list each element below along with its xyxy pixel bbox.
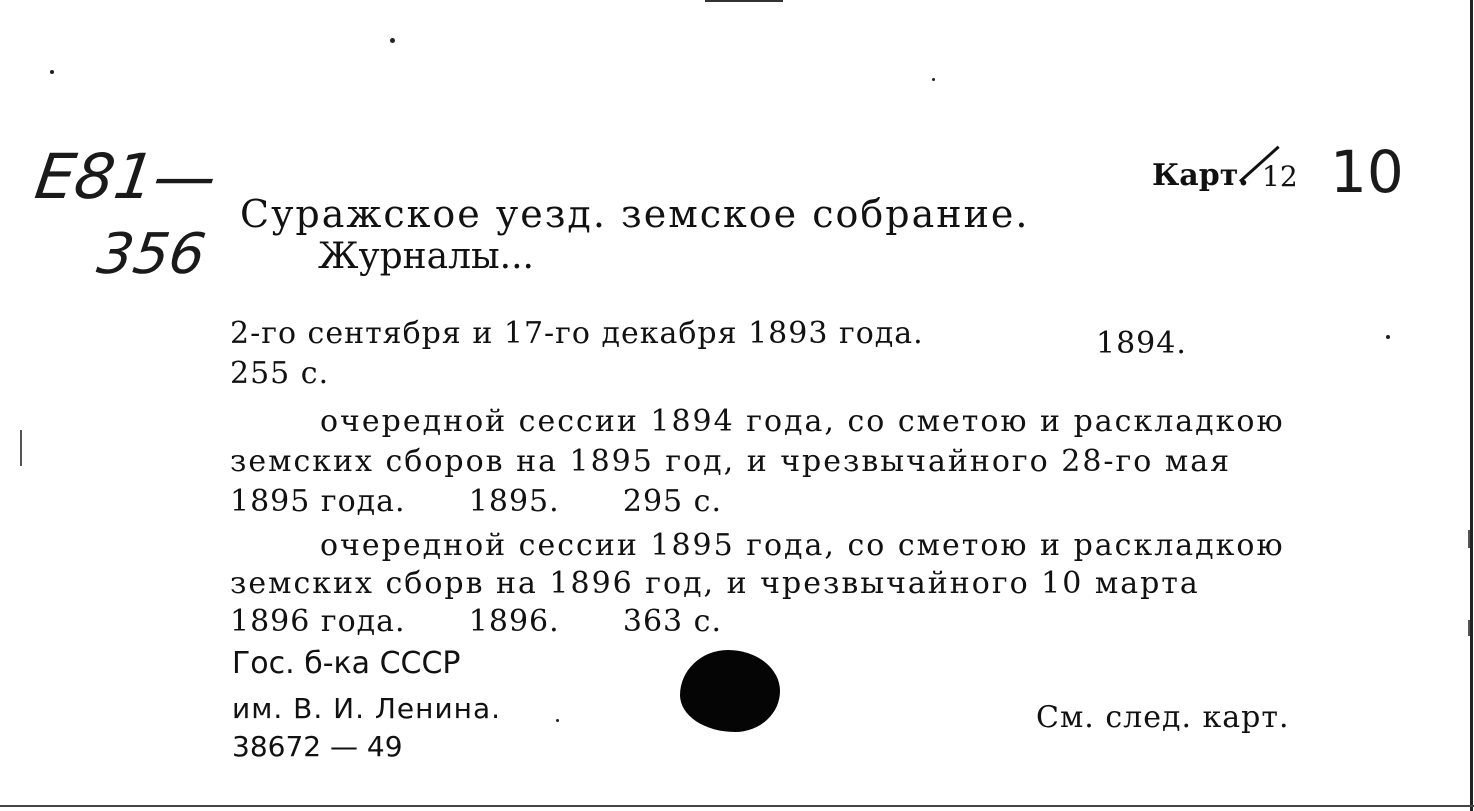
entry-3-line-2: земских сборв на 1896 год, и чрезвычайного 10 марта <box>230 566 1200 601</box>
top-edge-mark <box>705 0 783 2</box>
card-number-crossed: 12 <box>1262 160 1298 193</box>
ink-speck <box>50 70 54 74</box>
library-line-1: Гос. б-ка СССР <box>232 646 461 681</box>
shelfmark-line2: 356 <box>93 222 210 287</box>
bottom-border-line <box>0 805 1474 807</box>
ink-speck <box>390 38 395 43</box>
edge-tick <box>1468 620 1470 636</box>
edge-tick <box>1468 530 1470 548</box>
card-number-label: Карт. <box>1152 158 1249 193</box>
entry-1-year: 1894. <box>1096 326 1187 361</box>
see-next-card: См. след. карт. <box>1036 700 1290 735</box>
library-line-3: 38672 — 49 <box>232 730 403 763</box>
entry-3-line-3: 1896 года. 1896. 363 с. <box>230 604 723 639</box>
entry-3-line-1: очередной сессии 1895 года, со сметою и раскладкою <box>320 528 1285 563</box>
card-number-handwritten: 10 <box>1330 138 1404 206</box>
ink-speck <box>556 719 559 722</box>
shelfmark-line1: E81— <box>30 140 222 213</box>
card-title: Суражское уезд. земское собрание. <box>240 192 1030 236</box>
entry-1-line-2: 255 с. <box>230 356 330 391</box>
entry-2-line-1: очередной сессии 1894 года, со сметою и раскладкою <box>320 404 1285 439</box>
ink-speck <box>1386 335 1390 339</box>
ink-speck <box>932 78 935 81</box>
entry-2-line-3: 1895 года. 1895. 295 с. <box>230 484 723 519</box>
card-subtitle: Журналы... <box>318 236 534 277</box>
ink-blot <box>680 650 780 732</box>
right-border-line <box>1470 0 1473 811</box>
entry-1-line-1: 2-го сентября и 17-го декабря 1893 года. <box>230 316 924 351</box>
edge-tick <box>20 430 22 466</box>
entry-2-line-2: земских сборов на 1895 год, и чрезвычайного 28-го мая <box>230 444 1232 479</box>
library-line-2: им. В. И. Ленина. <box>232 692 502 725</box>
